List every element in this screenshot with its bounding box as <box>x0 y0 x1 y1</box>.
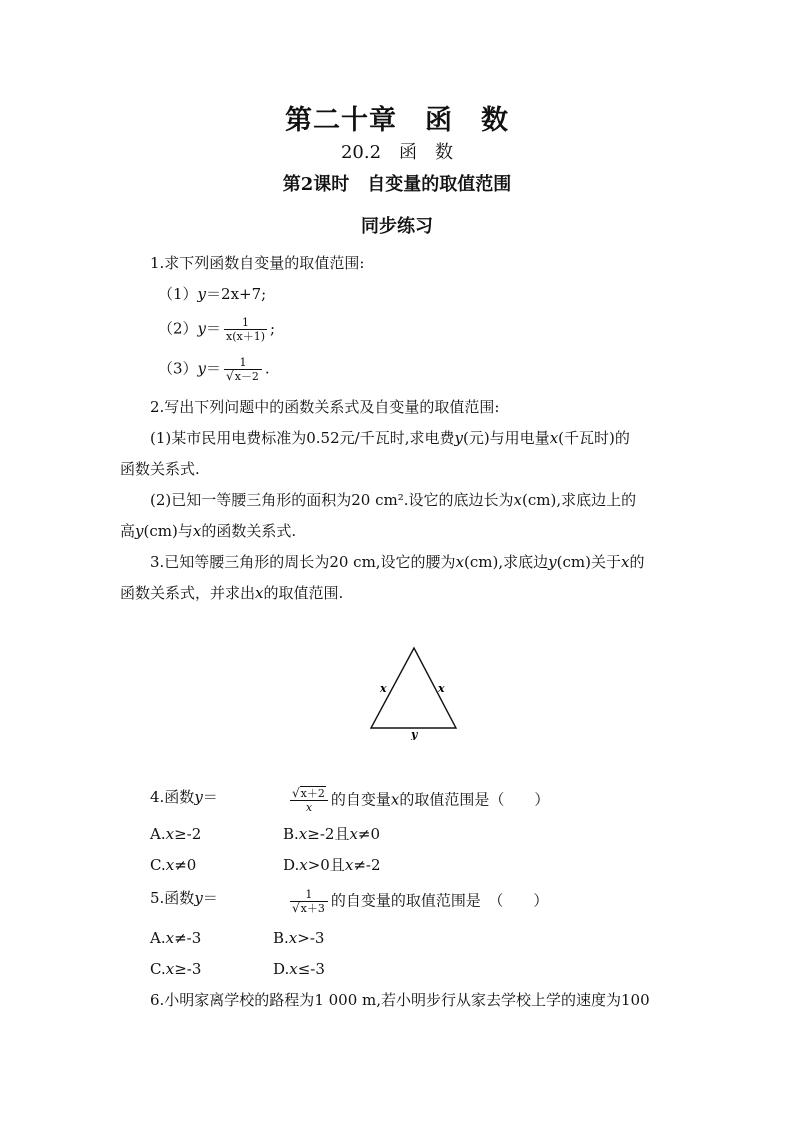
q5-option-d[interactable]: D.x≤-3 <box>273 960 325 978</box>
q4-stem: 4.函数y＝ <box>150 788 218 806</box>
q1-fraction-3: 1 √ x－2 <box>224 356 262 383</box>
exercise-label: 同步练习 <box>361 216 433 237</box>
q4-fraction: √ $\frac{x+2}{x}$ <box>290 787 328 814</box>
q5-option-a[interactable]: A.x≠-3 <box>150 929 202 947</box>
q3-line1: 3.已知等腰三角形的周长为20 cm,设它的腰为x(cm),求底边y(cm)关于x的 <box>150 553 645 571</box>
q1-part3: （3）y＝ 1 √ x－2 . <box>158 356 270 383</box>
chapter-title: 第二十章 函 数 <box>285 105 509 136</box>
q4-option-b[interactable]: B.x≥-2且x≠0 <box>283 825 381 843</box>
q1-prompt: 1.求下列函数自变量的取值范围: <box>150 254 365 272</box>
triangle-base-label: y <box>411 728 418 740</box>
q5-option-c[interactable]: C.x≥-3 <box>150 960 202 978</box>
q4-option-a[interactable]: A.x≥-2 <box>150 825 202 843</box>
q1-part2: （2）y＝ $\frac{1}{x(x+1)}$ ; <box>158 316 276 343</box>
isosceles-triangle-figure <box>360 640 470 740</box>
q2-b-line1: (2)已知一等腰三角形的面积为20 cm².设它的底边长为x(cm),求底边上的 <box>150 491 637 509</box>
lesson-title: 第2课时 自变量的取值范围 <box>282 174 512 195</box>
q5-fraction: 1 √ x＋3 <box>290 888 328 915</box>
q4-stem-rest: √ $\frac{x+2}{x}$ 的自变量x的取值范围是（ ） <box>287 787 549 814</box>
q2-a-line2: 函数关系式. <box>120 460 200 478</box>
q5-option-b[interactable]: B.x>-3 <box>273 929 325 947</box>
q6-line1: 6.小明家离学校的路程为1 000 m,若小明步行从家去学校上学的速度为100 <box>150 991 650 1009</box>
q4-option-d[interactable]: D.x>0且x≠-2 <box>283 856 381 874</box>
section-title: 20.2 函 数 <box>340 142 454 163</box>
q4-option-c[interactable]: C.x≠0 <box>150 856 197 874</box>
triangle-right-label: x <box>438 682 445 695</box>
q2-a-line1: (1)某市民用电费标准为0.52元/千瓦时,求电费y(元)与用电量x(千瓦时)的 <box>150 429 630 447</box>
q2-b-line2: 高y(cm)与x的函数关系式. <box>120 522 297 540</box>
q1-fraction-2: $\frac{1}{x(x+1)}$ <box>226 316 266 343</box>
q1-part1: （1）y＝2x+7; <box>158 285 267 303</box>
q5-stem-rest: 1 √ x＋3 的自变量的取值范围是 （ ） <box>287 888 548 915</box>
q5-stem: 5.函数y＝ <box>150 889 218 907</box>
q3-line2: 函数关系式，并求出x的取值范围. <box>120 584 344 602</box>
q2-prompt: 2.写出下列问题中的函数关系式及自变量的取值范围: <box>150 398 500 416</box>
triangle-left-label: x <box>380 682 387 695</box>
